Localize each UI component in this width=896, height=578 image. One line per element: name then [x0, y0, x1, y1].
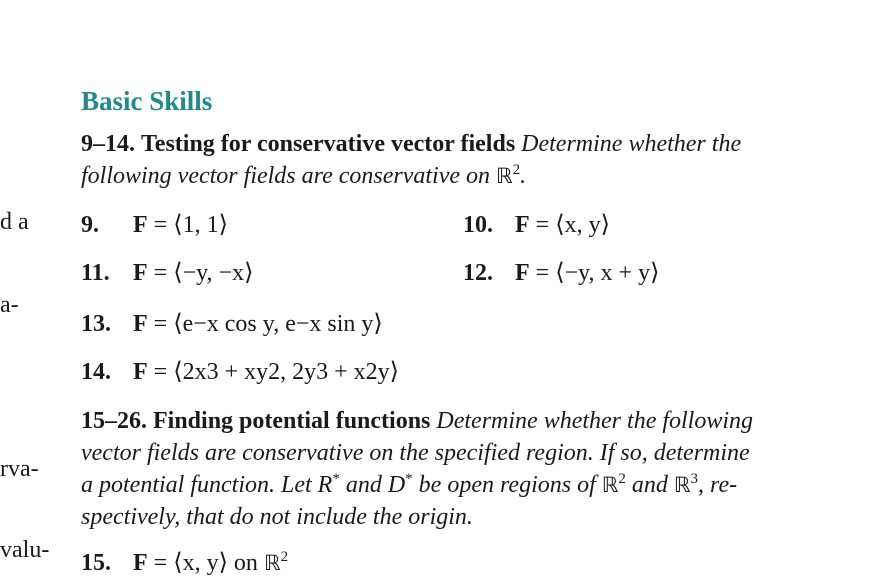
exercise-group-heading: 15–26. Finding potential functions Determine whether the following — [81, 408, 754, 434]
instruction-text: Determine whether the — [521, 131, 742, 157]
exercise-group-title: Finding potential functions — [153, 408, 431, 434]
margin-fragment: rva- — [0, 456, 39, 482]
problem-15: 15. F = ⟨x, y⟩ on ℝ$^2$ — [81, 549, 289, 576]
problem-9: 9. F = ⟨1, 1⟩ — [81, 212, 228, 238]
instruction-line: a potential function. Let R* and D* be open regions of ℝ$^2$ and ℝ$^3$, re- — [81, 471, 738, 498]
problem-11: 11. F = ⟨−y, −x⟩ — [81, 260, 254, 286]
margin-fragment: a- — [0, 292, 19, 318]
real-numbers-symbol: ℝ — [673, 473, 691, 497]
margin-fragment: valu- — [0, 537, 50, 563]
problem-14: 14. F = ⟨2x3 + xy2, 2y3 + x2y⟩ — [81, 359, 400, 385]
exercise-range: 15–26. — [81, 408, 147, 434]
problem-12: 12. F = ⟨−y, x + y⟩ — [463, 260, 660, 286]
section-heading: Basic Skills — [81, 86, 213, 116]
problem-10: 10. F = ⟨x, y⟩ — [463, 212, 610, 238]
exercise-range: 9–14. — [81, 131, 135, 157]
real-numbers-symbol: ℝ — [601, 473, 619, 497]
exercise-group-heading — [81, 128, 741, 160]
instruction-line: spectively, that do not include the origin. — [81, 504, 473, 530]
instruction-line: following vector fields are conservative on ℝ$^2$. — [81, 162, 527, 189]
margin-fragment: d a — [0, 209, 29, 235]
problem-13: 13. F = ⟨e−x cos y, e−x sin y⟩ — [81, 311, 383, 337]
exercise-group-title: Testing for conservative vector fields — [141, 131, 516, 157]
real-numbers-symbol: ℝ — [496, 164, 513, 188]
instruction-line: vector fields are conservative on the specified region. If so, determine — [81, 440, 750, 466]
